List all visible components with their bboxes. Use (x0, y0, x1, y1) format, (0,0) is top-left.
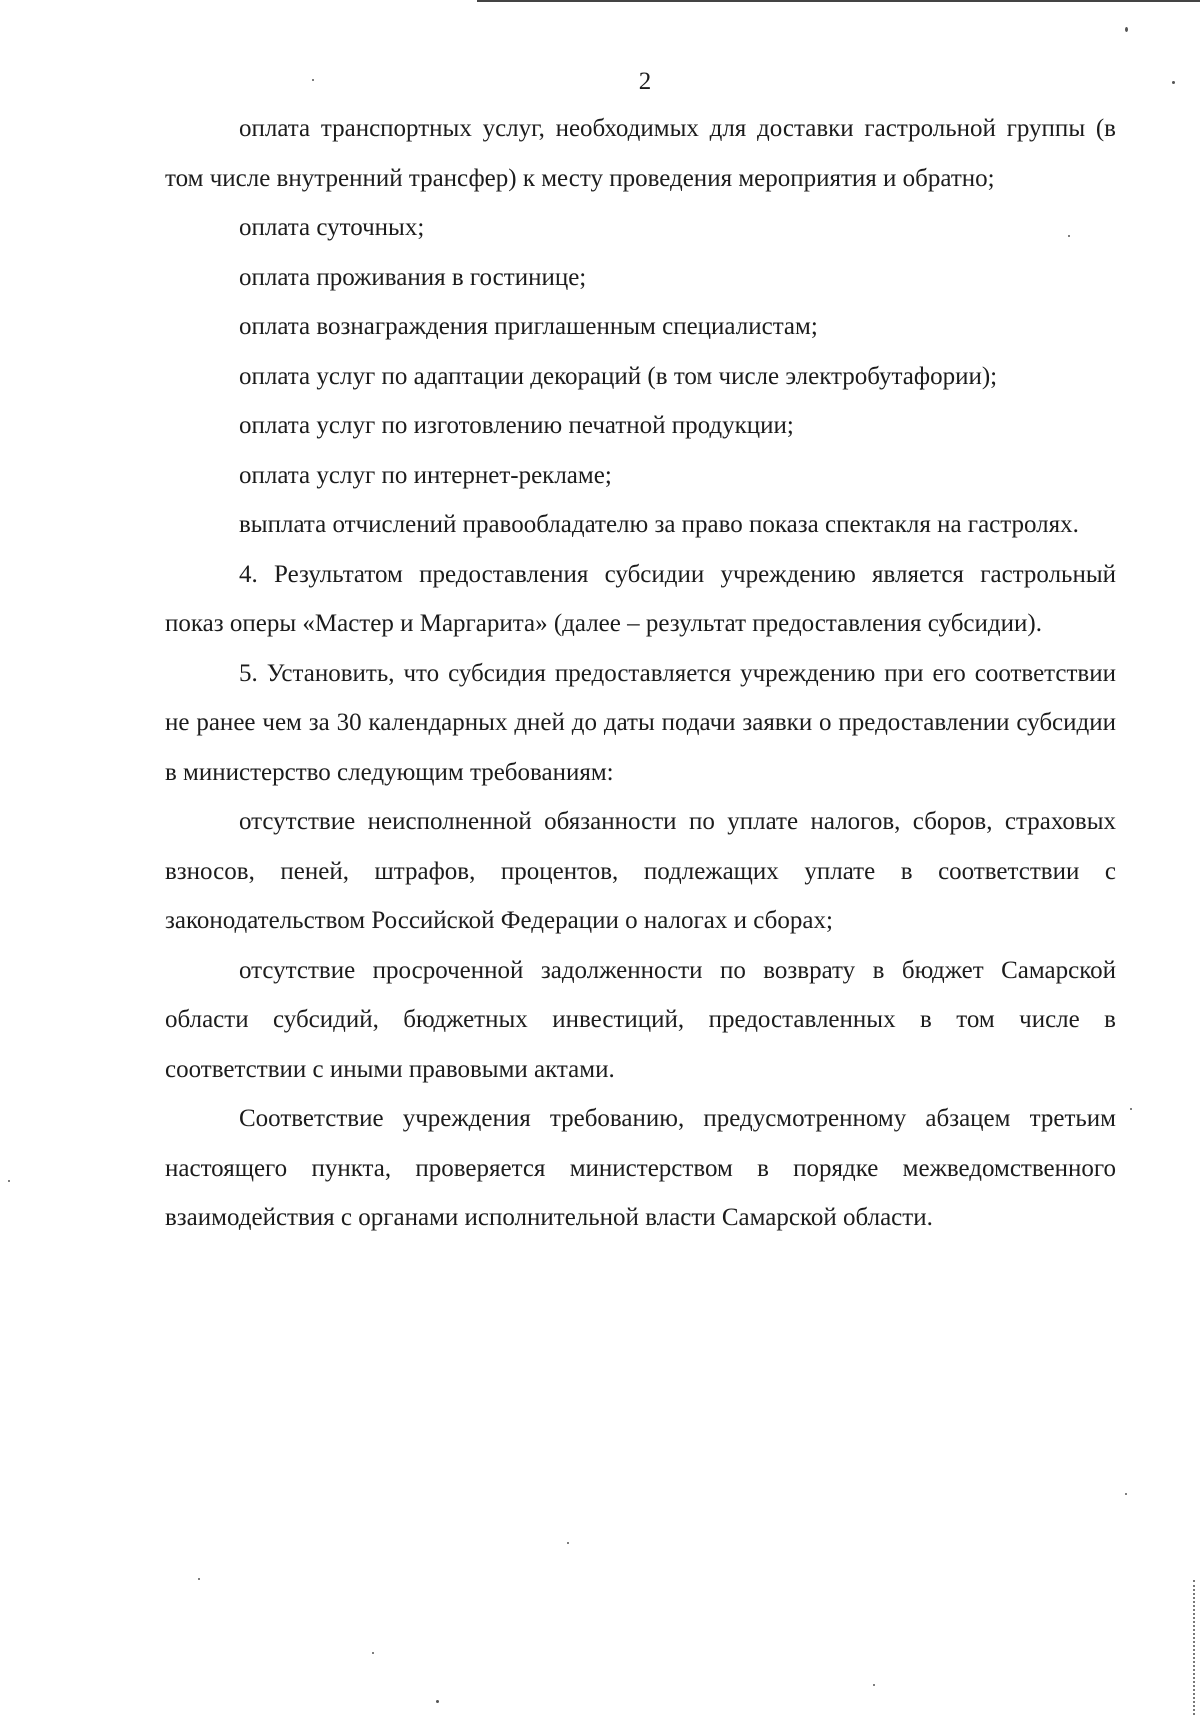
scan-speck (8, 1180, 10, 1182)
scan-speck (1125, 1493, 1127, 1495)
paragraph: 5. Установить, что субсидия предоставляется учреждению при его соответствии не ранее чем за 30 календарных дней до даты подачи заявки о предоставлении субсидии в министерство следующим требованиям: (165, 659, 1116, 786)
scan-speck (1125, 27, 1128, 32)
scan-speck (436, 1700, 439, 1703)
paragraph: оплата услуг по изготовлению печатной продукции; (239, 412, 794, 439)
paragraph: оплата услуг по адаптации декораций (в том числе электробутафории); (239, 362, 998, 390)
scan-top-edge (477, 0, 1200, 2)
paragraph: оплата услуг по интернет-рекламе; (239, 461, 612, 489)
paragraph: отсутствие просроченной задолженности по возврату в бюджет Самарской области субсидий, бюджетных инвестиций, предоставленных в том числе в соответствии с иными правовыми актами. (165, 956, 1116, 1083)
paragraph: 4. Результатом предоставления субсидии учреждению является гастрольный показ оперы «Мастер и Маргарита» (далее – результат предоставления субсидии). (165, 560, 1116, 637)
scan-speck (567, 1542, 569, 1544)
paragraph: выплата отчислений правообладателю за право показа спектакля на гастролях. (239, 511, 1079, 538)
paragraph: оплата вознаграждения приглашенным специалистам; (239, 313, 818, 340)
scan-speck (198, 1578, 200, 1580)
paragraph: Соответствие учреждения требованию, предусмотренному абзацем третьим настоящего пункта, проверяется министерством в порядке межведомственного взаимодействия с органами исполнительной власти Самарской области. (165, 1105, 1116, 1231)
paragraph: отсутствие неисполненной обязанности по уплате налогов, сборов, страховых взносов, пеней, штрафов, процентов, подлежащих уплате в соответствии с законодательством Российской Федерации о налогах и сборах; (165, 808, 1116, 934)
scan-right-edge (1193, 1580, 1196, 1715)
page-number: 2 (638, 68, 652, 95)
paragraph: оплата суточных; (239, 214, 425, 241)
paragraph: оплата транспортных услуг, необходимых для доставки гастрольной группы (в том числе внутренний трансфер) к месту проведения мероприятия и обратно; (165, 115, 1116, 192)
scan-speck (372, 1652, 374, 1654)
document-body (165, 104, 1116, 1243)
scan-speck (1130, 1108, 1132, 1110)
paragraph: оплата проживания в гостинице; (239, 263, 587, 291)
scan-speck (873, 1684, 875, 1686)
